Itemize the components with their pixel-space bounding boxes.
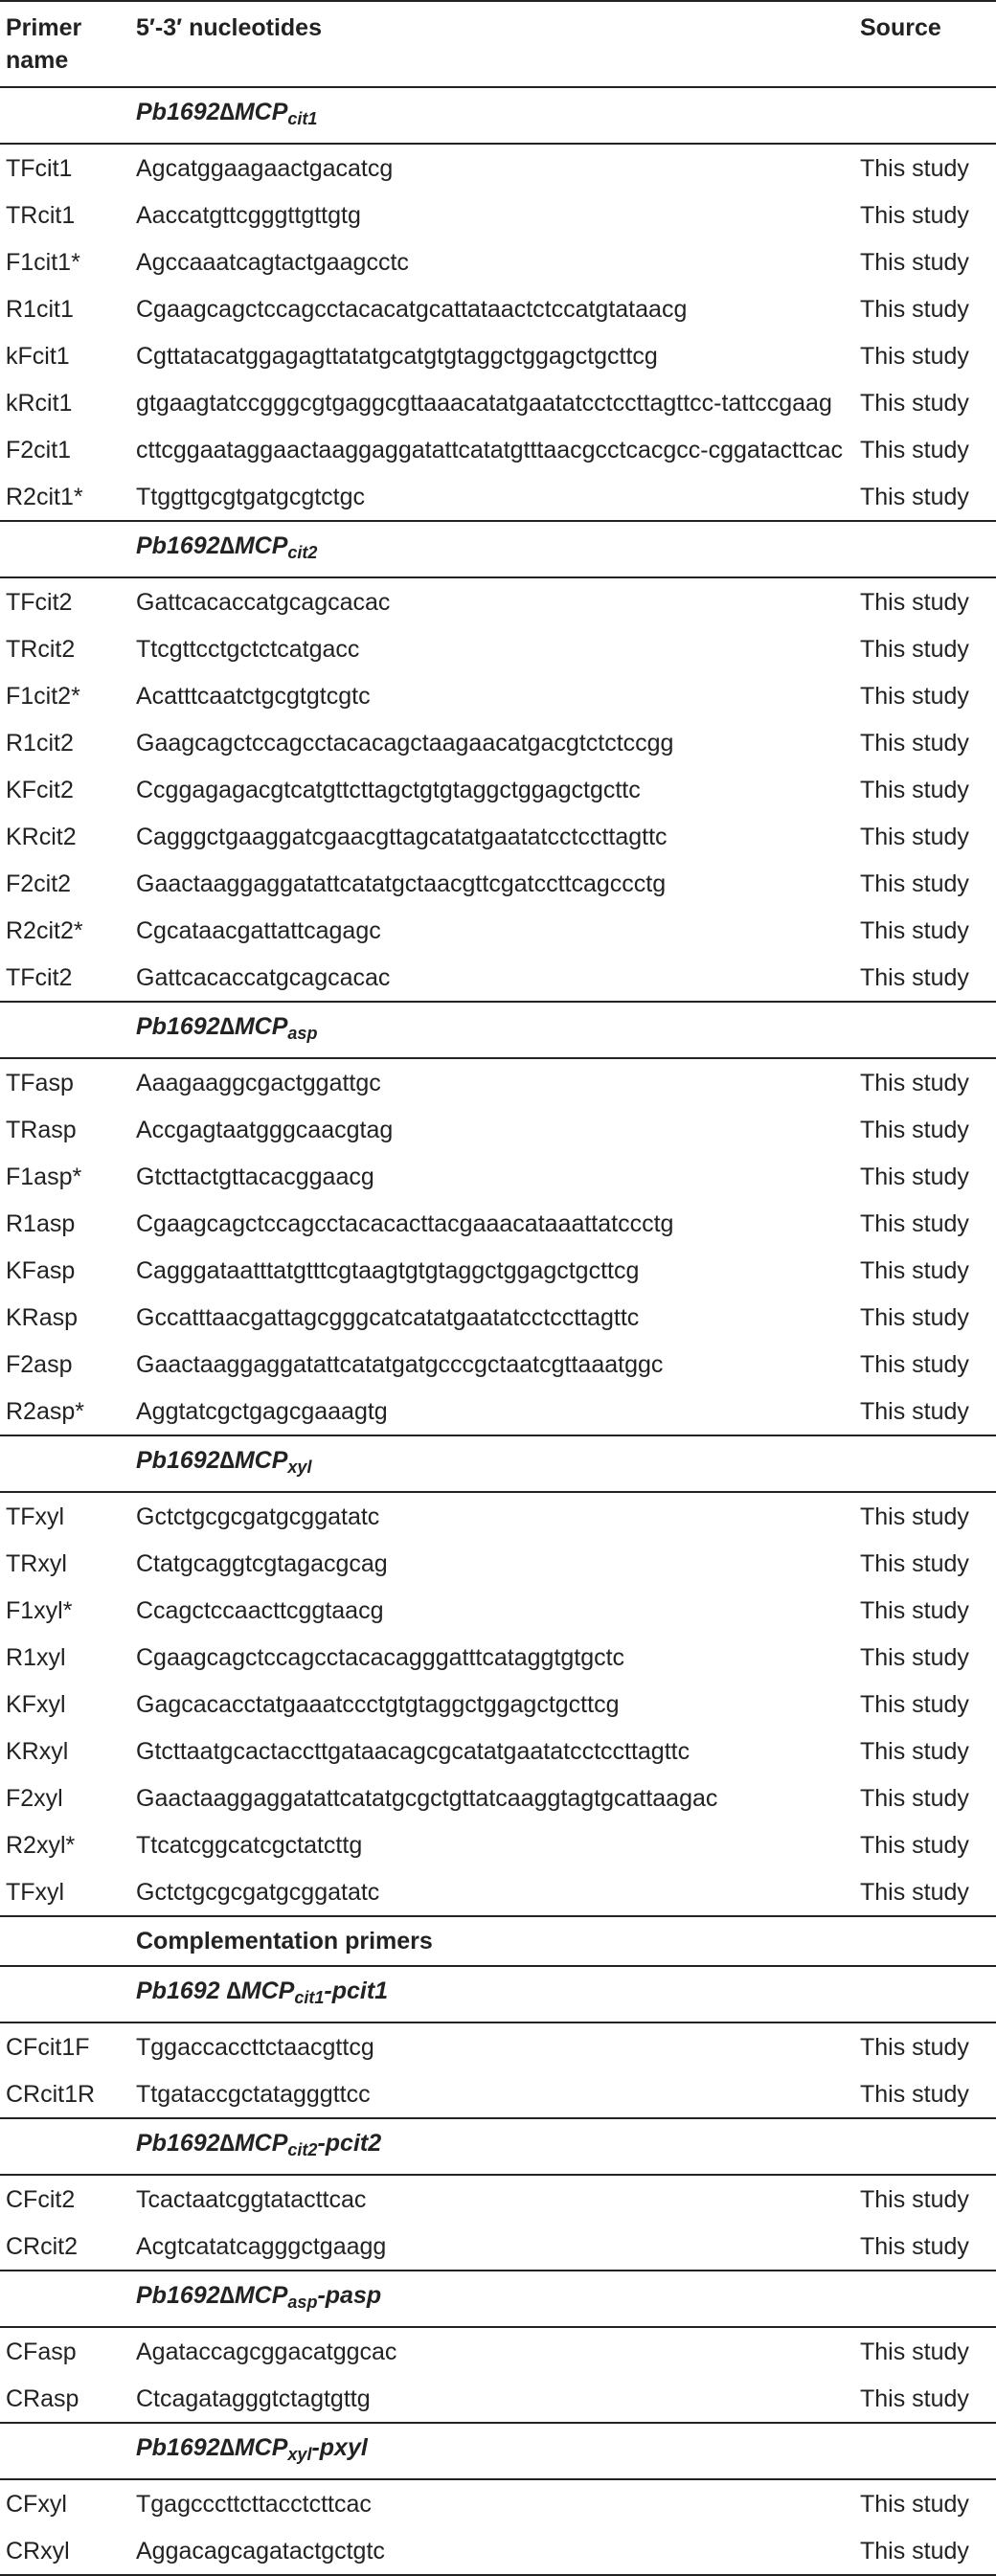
source-cell: This study [860,916,969,944]
table-row [0,1587,996,1634]
table-row [0,144,996,192]
source-cell: This study [860,295,969,323]
sequence-cell: Agataccagcggacatggcac [136,2338,397,2365]
sequence-cell: Gaactaaggaggatattcatatgatgcccgctaatcgttaaatggc [136,1350,664,1378]
source-cell: This study [860,1209,969,1237]
section-label-strain: Pb1692∆MCP [136,532,288,559]
section-label-strain: Pb1692 ∆MCP [136,1977,295,2004]
primer-name-cell: R1cit1 [6,295,74,323]
source-cell: This study [860,1878,969,1906]
primer-name-cell: R1cit2 [6,729,74,757]
section-label-strain: Pb1692∆MCP [136,2282,288,2309]
source-cell: This study [860,483,969,510]
section-spacer [0,87,136,144]
table-row [0,192,996,238]
section-header-row [0,2423,996,2479]
table-row [0,766,996,813]
table-row [0,1868,996,1916]
section-label-subscript: cit2 [287,543,318,562]
sequence-cell: Tgagcccttcttacctcttcac [136,2490,372,2518]
sequence-cell: gtgaagtatccgggcgtgaggcgttaaacatatgaatatcctccttagttcc-tattccgaag [136,389,832,417]
sequence-cell: Cgcataacgattattcagagc [136,916,381,944]
sequence-cell: Cagggataatttatgtttcgtaagtgtgtaggctggagctgcttcg [136,1256,640,1284]
source-cell: This study [860,870,969,897]
source-cell: This study [860,1069,969,1096]
sequence-cell: Ttcgttcctgctctcatgacc [136,635,360,663]
sequence-cell: Accgagtaatgggcaacgtag [136,1116,394,1143]
primer-name-cell: KRasp [6,1303,79,1331]
section-label [136,2118,996,2175]
source-cell: This study [860,2080,969,2108]
primer-name-cell: F1asp* [6,1163,82,1190]
source-cell: This study [860,2527,996,2575]
section-spacer [0,521,136,577]
section-label-subscript: cit1 [287,109,318,128]
sequence-cell: Agcatggaagaactgacatcg [136,154,394,182]
primer-name-cell: F1cit2* [6,682,80,710]
sequence-cell: Aggtatcgctgagcgaaagtg [136,1397,388,1425]
primer-name-cell: TFcit1 [6,154,73,182]
sequence-cell: Gattcacaccatgcagcacac [136,588,391,616]
primer-name-cell: KFasp [6,1256,76,1284]
section-label [136,521,996,577]
table-row [0,238,996,285]
table-row [0,577,996,625]
section-label [136,1002,996,1058]
source-cell: This study [860,1549,969,1577]
source-cell: This study [860,1163,969,1190]
header-source: Source [860,1,996,87]
sequence-cell: Acatttcaatctgcgtgtcgtc [136,682,371,710]
sequence-cell: Aaagaaggcgactggattgc [136,1069,381,1096]
primer-name-cell: F2cit2 [6,870,72,897]
table-row [0,1634,996,1681]
sequence-cell: Cgttatacatggagagttatatgcatgtgtaggctggagctgcttcg [136,342,658,370]
sequence-cell: Agccaaatcagtactgaagcctc [136,248,409,276]
section-spacer [0,1966,136,2022]
section-spacer [0,1916,136,1966]
section-label-suffix: -pcit1 [324,1977,389,2004]
source-cell: This study [860,729,969,757]
section-header-row [0,521,996,577]
table-row [0,2375,996,2423]
primer-name-cell: R1xyl [6,1643,66,1671]
complementation-title: Complementation primers [136,1916,996,1966]
primer-name-cell: CRasp [6,2384,79,2412]
primer-name-cell: R2asp* [6,1397,84,1425]
source-cell: This study [860,2033,969,2061]
section-label-suffix: -pcit2 [317,2130,382,2157]
table-row [0,1294,996,1341]
primer-name-cell: CFxyl [6,2490,67,2518]
sequence-cell: cttcggaataggaactaaggaggatattcatatgtttaacgcctcacgcc-cggatacttcac [136,436,843,463]
section-spacer [0,1435,136,1492]
sequence-cell: Gccatttaacgattagcgggcatcatatgaatatcctccttagttc [136,1303,640,1331]
source-cell: This study [860,2232,969,2260]
primer-name-cell: CRcit1R [6,2080,96,2108]
table-row [0,426,996,473]
sequence-cell: Cagggctgaaggatcgaacgttagcatatgaatatcctccttagttc [136,823,668,850]
sequence-cell: Gattcacaccatgcagcacac [136,963,391,991]
table-row [0,1728,996,1774]
primer-name-cell: CRcit2 [6,2232,79,2260]
source-cell: This study [860,823,969,850]
primer-name-cell: F1xyl* [6,1596,73,1624]
table-row [0,2175,996,2223]
section-spacer [0,1002,136,1058]
header-primer-name: Primer name [0,1,136,87]
sequence-cell: Gtcttaatgcactaccttgataacagcgcatatgaatatcctccttagttc [136,1737,690,1765]
sequence-cell: Gaagcagctccagcctacacagctaagaacatgacgtctctccgg [136,729,674,757]
section-label-subscript: xyl [287,2445,312,2464]
source-cell: This study [860,2384,969,2412]
source-cell: This study [860,436,969,463]
sequence-cell: Cgaagcagctccagcctacacacttacgaaacataaattatccctg [136,1209,674,1237]
source-cell: This study [860,1303,969,1331]
section-label [136,1966,996,2022]
source-cell: This study [860,1116,969,1143]
sequence-cell: Cgaagcagctccagcctacacatgcattataactctccatgtataacg [136,295,688,323]
table-row [0,1106,996,1153]
table-row [0,1774,996,1821]
section-label-subscript: cit2 [287,2140,318,2159]
table-row [0,1540,996,1587]
sequence-cell: Gaactaaggaggatattcatatgctaacgttcgatccttcagccctg [136,870,667,897]
table-row [0,672,996,719]
section-header-row [0,2271,996,2327]
section-header-row [0,87,996,144]
sequence-cell: Ccggagagacgtcatgttcttagctgtgtaggctggagctgcttc [136,776,641,803]
section-label-strain: Pb1692∆MCP [136,1447,288,1474]
source-cell: This study [860,1397,969,1425]
primer-name-cell: F2xyl [6,1784,63,1812]
sequence-cell: Ctcagatagggtctagtgttg [136,2384,371,2412]
source-cell: This study [860,201,969,229]
primer-name-cell: TRcit1 [6,201,76,229]
primer-name-cell: TFasp [6,1069,74,1096]
source-cell: This study [860,248,969,276]
section-label [136,87,996,144]
source-cell: This study [860,1503,969,1530]
table-row [0,954,996,1002]
table-row [0,473,996,521]
source-cell: This study [860,342,969,370]
source-cell: This study [860,2185,969,2213]
sequence-cell: Ttgataccgctatagggttcc [136,2080,371,2108]
table-row [0,332,996,379]
sequence-cell: Ttggttgcgtgatgcgtctgc [136,483,366,510]
primer-name-cell: R2xyl* [6,1831,76,1859]
source-cell: This study [860,2490,969,2518]
sequence-cell: Tcactaatcggtatacttcac [136,2185,367,2213]
source-cell: This study [860,963,969,991]
source-cell: This study [860,635,969,663]
source-cell: This study [860,776,969,803]
sequence-cell: Aggacagcagatactgctgtc [136,2527,860,2575]
table-row [0,1247,996,1294]
section-spacer [0,2271,136,2327]
primer-name-cell: TFxyl [6,1503,65,1530]
table-row [0,1153,996,1200]
table-row [0,719,996,766]
sequence-cell: Gagcacacctatgaaatccctgtgtaggctggagctgcttcg [136,1690,620,1718]
table-row [0,2327,996,2375]
primer-name-cell: CRxyl [0,2527,136,2575]
primer-name-cell: CFcit1F [6,2033,90,2061]
sequence-cell: Cgaagcagctccagcctacacagggatttcataggtgtgctc [136,1643,625,1671]
section-spacer [0,2423,136,2479]
primer-name-cell: KFcit2 [6,776,74,803]
table-row [0,907,996,954]
primer-name-cell: kFcit1 [6,342,70,370]
table-row [0,625,996,672]
primer-name-cell: R2cit2* [6,916,83,944]
primer-name-cell: TFcit2 [6,588,73,616]
section-header-row [0,2118,996,2175]
table-row [0,813,996,860]
section-label-subscript: asp [287,2293,318,2312]
primer-name-cell: R2cit1* [6,483,83,510]
source-cell: This study [860,1256,969,1284]
primer-name-cell: CFcit2 [6,2185,76,2213]
source-cell: This study [860,1784,969,1812]
section-label-subscript: cit1 [294,1988,325,2007]
sequence-cell: Gctctgcgcgatgcggatatc [136,1503,380,1530]
section-label-strain: Pb1692∆MCP [136,2434,288,2461]
primer-name-cell: F2cit1 [6,436,72,463]
primer-name-cell: F1cit1* [6,248,80,276]
sequence-cell: Gtcttactgttacacggaacg [136,1163,374,1190]
table-row [0,1681,996,1728]
section-label-strain: Pb1692∆MCP [136,2130,288,2157]
table-row [0,379,996,426]
sequence-cell: Gaactaaggaggatattcatatgcgctgttatcaaggtagtgcattaagac [136,1784,718,1812]
section-label [136,2423,996,2479]
section-spacer [0,2118,136,2175]
source-cell: This study [860,154,969,182]
table-row [0,2022,996,2070]
section-label-strain: Pb1692∆MCP [136,99,288,125]
primer-name-cell: KRcit2 [6,823,77,850]
source-cell: This study [860,1643,969,1671]
source-cell: This study [860,1690,969,1718]
table-row [0,860,996,907]
table-row [0,2479,996,2527]
primer-name-cell: TRcit2 [6,635,76,663]
section-label-suffix: -pxyl [311,2434,368,2461]
source-cell: This study [860,1596,969,1624]
sequence-cell: Ctatgcaggtcgtagacgcag [136,1549,388,1577]
sequence-cell: Tggaccaccttctaacgttcg [136,2033,374,2061]
header-row [0,1,996,87]
section-label-suffix: -pasp [317,2282,382,2309]
complementation-header-row [0,1916,996,1966]
primer-name-cell: F2asp [6,1350,73,1378]
primer-name-cell: TFcit2 [6,963,73,991]
primer-name-cell: R1asp [6,1209,76,1237]
table-row [0,1341,996,1388]
table-row [0,2527,996,2575]
section-label [136,2271,996,2327]
source-cell: This study [860,682,969,710]
source-cell: This study [860,2338,969,2365]
table-row [0,1200,996,1247]
sequence-cell: Ttcatcggcatcgctatcttg [136,1831,363,1859]
source-cell: This study [860,1831,969,1859]
section-label [136,1435,996,1492]
table-body [0,87,996,2575]
section-header-row [0,1002,996,1058]
source-cell: This study [860,389,969,417]
primer-name-cell: KRxyl [6,1737,69,1765]
table-row [0,2223,996,2271]
sequence-cell: Acgtcatatcagggctgaagg [136,2232,387,2260]
sequence-cell: Aaccatgttcgggttgttgtg [136,201,361,229]
section-label-subscript: xyl [287,1457,312,1477]
primer-name-cell: CFasp [6,2338,77,2365]
sequence-cell: Ccagctccaacttcggtaacg [136,1596,384,1624]
table-row [0,1492,996,1540]
primer-name-cell: kRcit1 [6,389,73,417]
table-row [0,2070,996,2118]
primer-name-cell: TRasp [6,1116,77,1143]
header-nucleotides: 5′-3′ nucleotides [136,1,860,87]
primer-name-cell: KFxyl [6,1690,66,1718]
section-label-subscript: asp [287,1024,318,1043]
table-row [0,1821,996,1868]
section-header-row [0,1966,996,2022]
section-header-row [0,1435,996,1492]
table-row [0,1388,996,1435]
table-row [0,1058,996,1106]
source-cell: This study [860,1737,969,1765]
source-cell: This study [860,1350,969,1378]
section-label-strain: Pb1692∆MCP [136,1013,288,1040]
primer-name-cell: TFxyl [6,1878,65,1906]
source-cell: This study [860,588,969,616]
table-row [0,285,996,332]
sequence-cell: Gctctgcgcgatgcggatatc [136,1878,380,1906]
primer-name-cell: TRxyl [6,1549,67,1577]
